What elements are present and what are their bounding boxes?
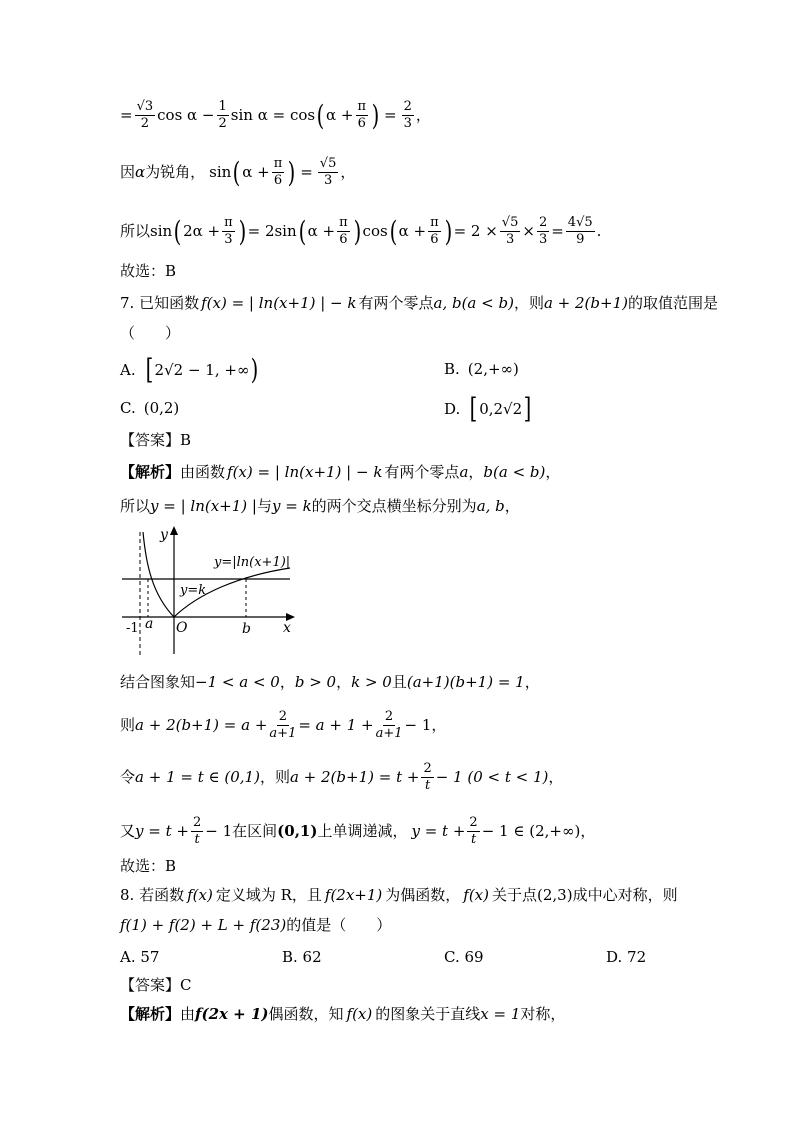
- question-8-line-2: f(1) + f(2) + L + f(23) 的值是（ ）: [120, 916, 392, 934]
- fraction: $\frac{2}{3}$: [403, 99, 412, 132]
- y-axis-arrow: [170, 526, 178, 535]
- q8-option-b: B. 62: [282, 948, 322, 966]
- solution-7-line-2: 所以 y = | ln(x+1) | 与 y = k 的两个交点横坐标分别为 a, b ，: [120, 497, 520, 515]
- q8-option-a: A. 57: [120, 948, 160, 966]
- solution-7-line-4: 则 a + 2(b+1) = a + $\frac{2}{a+1}$ = a + 1 + $\frac{2}{a+1}$ − 1 ，: [120, 709, 447, 742]
- line-label: y=k: [180, 583, 207, 598]
- solution-7-line-5: 令 a + 1 = t ∈ (0,1) ，则 a + 2(b+1) = t + $\frac{2}{t}$ − 1 (0 < t < 1) ，: [120, 761, 564, 794]
- question-7-blank: （ ）: [120, 324, 181, 342]
- option-d: D. [ 0,2√2 ]: [444, 392, 532, 425]
- b-label: b: [242, 621, 251, 637]
- fraction: $\frac{√3}{2}$: [136, 99, 154, 132]
- option-c: C. (0,2): [120, 399, 180, 417]
- choose-answer: 故选：B: [120, 262, 177, 280]
- function-graph: [118, 524, 308, 659]
- solution-7-line-6: 又 y = t + $\frac{2}{t}$ − 1 在区间 (0,1) 上单调递减， y = t + $\frac{2}{t}$ − 1 ∈ (2,+∞) ，: [120, 815, 596, 848]
- solution-7-line-1: 【解析】 由函数 f(x) = | ln(x+1) | − k 有两个零点 a ， b(a < b) ，: [120, 463, 561, 481]
- x-axis-label: x: [283, 620, 291, 636]
- neg-one-label: -1: [126, 621, 139, 636]
- math-line-3: 所以 sin ( 2α + $\frac{\pi}{3}$ ) = 2sin ( α + $\frac{\pi}{6}$ ) cos ( α + $\frac{\pi}{6}$ ) = 2 × $\frac{√5}{3}$ × $\frac{2}{3}$ = $\frac{4√5}{9}$ .: [120, 215, 602, 249]
- question-7-stem: 7. 已知函数 f(x) = | ln(x+1) | − k 有两个零点 a, b(a < b) ，则 a + 2(b+1) 的取值范围是: [120, 294, 718, 312]
- q8-option-c: C. 69: [444, 948, 484, 966]
- solution-8-line-1: 【解析】 由 f(2x + 1) 偶函数，知 f(x) 的图象关于直线 x = 1 对称，: [120, 1005, 566, 1023]
- option-b: B. (2,+∞): [444, 360, 519, 378]
- fraction: $\frac{\pi}{6}$: [273, 156, 283, 189]
- solution-7-line-3: 结合图象知 −1 < a < 0 ， b > 0 ， k > 0 且 (a+1)(b+1) = 1 ，: [120, 673, 540, 691]
- answer-7: 【答案】B: [120, 431, 192, 449]
- curve-label: y=|ln(x+1)|: [214, 555, 291, 570]
- option-a: A. [ 2√2 − 1, +∞ ): [120, 353, 259, 386]
- math-line-1: = $\frac{√3}{2}$ cos α − $\frac{1}{2}$ sin α = cos ( α + $\frac{\pi}{6}$ ) = $\frac{2}{3}$ ，: [120, 99, 431, 133]
- question-8-stem: 8. 若函数 f(x) 定义域为 R，且 f(2x+1) 为偶函数， f(x) 关于点 (2,3) 成中心对称，则: [120, 886, 678, 904]
- answer-8: 【答案】C: [120, 976, 192, 994]
- a-label: a: [145, 616, 154, 632]
- fraction: $\frac{√5}{3}$: [319, 156, 337, 189]
- choose-answer: 故选：B: [120, 857, 177, 875]
- math-line-2: 因 α 为锐角， sin ( α + $\frac{\pi}{6}$ ) = $\frac{√5}{3}$ ，: [120, 156, 356, 190]
- origin-label: O: [176, 620, 188, 636]
- fraction: $\frac{1}{2}$: [218, 99, 227, 132]
- y-axis-label: y: [160, 527, 168, 543]
- q8-option-d: D. 72: [606, 948, 647, 966]
- fraction: $\frac{\pi}{6}$: [357, 99, 367, 132]
